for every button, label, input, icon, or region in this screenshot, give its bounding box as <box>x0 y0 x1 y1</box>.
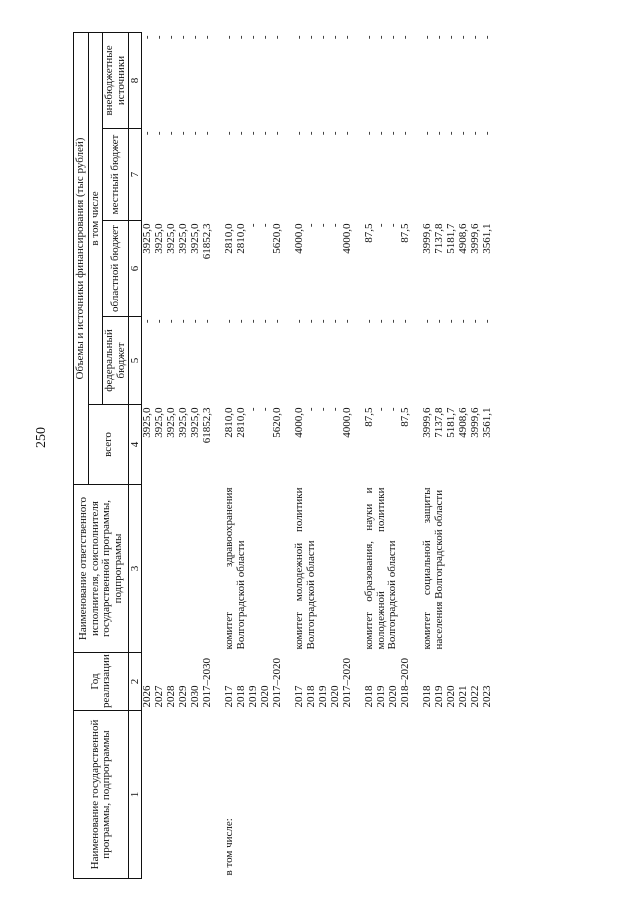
total-value: 87,5 <box>363 407 376 427</box>
extra-value: - <box>341 35 354 40</box>
header-federal: федеральный бюджет <box>103 317 129 405</box>
program-cell <box>294 711 354 879</box>
extra-list <box>364 32 412 128</box>
extra-value: - <box>293 35 306 40</box>
total-list <box>364 405 412 485</box>
local-value: - <box>189 131 202 136</box>
financing-table <box>73 32 494 879</box>
page-number: 250 <box>34 427 49 448</box>
extra-value: - <box>387 35 400 40</box>
table-row <box>364 32 412 878</box>
total-value: 3999,6 <box>421 407 434 438</box>
local-value: - <box>481 131 494 136</box>
regional-value: 61852,3 <box>201 223 214 260</box>
federal-value: - <box>201 319 214 324</box>
local-value: - <box>235 131 248 136</box>
federal-value: - <box>153 319 166 324</box>
extra-value: - <box>375 35 388 40</box>
header-year: Год реализации <box>74 653 129 711</box>
total-value: 4000,0 <box>293 407 306 438</box>
total-value: 5181,7 <box>445 407 458 438</box>
local-list <box>142 129 215 221</box>
header-including: в том числе <box>88 32 103 404</box>
regional-value: 3925,0 <box>189 223 202 254</box>
col-number: 8 <box>129 32 142 128</box>
col-number: 3 <box>129 485 142 653</box>
header-regional: областной бюджет <box>103 221 129 317</box>
total-value: 3925,0 <box>153 407 166 438</box>
regional-value: 3925,0 <box>153 223 166 254</box>
federal-value: - <box>375 319 388 324</box>
regional-value: 3561,1 <box>481 223 494 254</box>
total-value: 3925,0 <box>141 407 154 438</box>
total-value: 87,5 <box>399 407 412 427</box>
header-volumes: Объемы и источники финансирования (тыс рублей) <box>74 32 89 484</box>
local-list <box>294 129 354 221</box>
group-spacer <box>284 32 294 878</box>
year-list <box>364 653 412 711</box>
col-number: 4 <box>129 405 142 485</box>
header-program: Наименование государственной программы, подпрограммы <box>74 711 129 879</box>
federal-value: - <box>363 319 376 324</box>
total-list <box>422 405 494 485</box>
year-value: 2020 <box>259 685 272 708</box>
col-number: 6 <box>129 221 142 317</box>
year-value: 2019 <box>433 685 446 708</box>
federal-list <box>224 317 284 405</box>
year-value: 2026 <box>141 685 154 708</box>
table-body <box>142 32 495 878</box>
regional-value: 2810,0 <box>235 223 248 254</box>
extra-value: - <box>235 35 248 40</box>
regional-value: 87,5 <box>399 223 412 243</box>
local-list <box>422 129 494 221</box>
year-value: 2020 <box>445 685 458 708</box>
federal-value: - <box>259 319 272 324</box>
total-list <box>294 405 354 485</box>
federal-value: - <box>305 319 318 324</box>
federal-value: - <box>189 319 202 324</box>
executor-name: комитет молодежной политики Волгоградской области <box>293 487 317 650</box>
year-value: 2029 <box>177 685 190 708</box>
regional-value: 5181,7 <box>445 223 458 254</box>
total-value: 3925,0 <box>189 407 202 438</box>
local-value: - <box>421 131 434 136</box>
federal-value: - <box>293 319 306 324</box>
local-value: - <box>201 131 214 136</box>
total-value: 61852,3 <box>201 407 214 444</box>
year-value: 2018 <box>363 685 376 708</box>
col-number: 1 <box>129 711 142 879</box>
program-cell <box>422 711 494 879</box>
federal-list <box>422 317 494 405</box>
extra-value: - <box>165 35 178 40</box>
regional-value: 4000,0 <box>341 223 354 254</box>
total-value: 3561,1 <box>481 407 494 438</box>
year-list <box>294 653 354 711</box>
year-value: 2028 <box>165 685 178 708</box>
total-value: 3999,6 <box>469 407 482 438</box>
executor-name: комитет социальной защиты населения Волгоградской области <box>421 487 445 650</box>
federal-value: - <box>317 319 330 324</box>
col-number: 5 <box>129 317 142 405</box>
federal-value: - <box>469 319 482 324</box>
year-value: 2027 <box>153 685 166 708</box>
year-value: 2017–2030 <box>201 658 214 708</box>
local-value: - <box>363 131 376 136</box>
extra-list <box>294 32 354 128</box>
rotated-table-area <box>73 33 609 879</box>
group-spacer <box>412 32 422 878</box>
group-spacer <box>354 32 364 878</box>
year-list <box>142 653 215 711</box>
executor-name: комитет образования, науки и молодежной политики Волгоградской области <box>363 487 399 650</box>
regional-value: 3925,0 <box>165 223 178 254</box>
extra-value: - <box>457 35 470 40</box>
federal-value: - <box>177 319 190 324</box>
regional-value: 3999,6 <box>469 223 482 254</box>
year-list <box>422 653 494 711</box>
regional-value: 5620,0 <box>271 223 284 254</box>
federal-list <box>294 317 354 405</box>
total-value: 4908,6 <box>457 407 470 438</box>
table-row <box>422 32 494 878</box>
federal-value: - <box>141 319 154 324</box>
header-local: местный бюджет <box>103 129 129 221</box>
regional-value: 3999,6 <box>421 223 434 254</box>
federal-value: - <box>341 319 354 324</box>
year-value: 2020 <box>387 685 400 708</box>
total-value: - <box>387 407 400 412</box>
in-that-number-label: в том числе: <box>223 818 236 876</box>
regional-value: - <box>247 223 260 228</box>
year-value: 2020 <box>329 685 342 708</box>
header-total: всего <box>88 405 129 485</box>
table-row <box>294 32 354 878</box>
federal-value: - <box>399 319 412 324</box>
extra-list <box>142 32 215 128</box>
total-value: 7137,8 <box>433 407 446 438</box>
extra-value: - <box>317 35 330 40</box>
extra-value: - <box>271 35 284 40</box>
local-value: - <box>329 131 342 136</box>
federal-value: - <box>387 319 400 324</box>
local-value: - <box>387 131 400 136</box>
year-value: 2017 <box>293 685 306 708</box>
group-spacer <box>214 32 224 878</box>
regional-value: 3925,0 <box>177 223 190 254</box>
regional-list <box>142 221 215 317</box>
year-value: 2018 <box>305 685 318 708</box>
regional-list <box>294 221 354 317</box>
year-value: 2018 <box>421 685 434 708</box>
extra-value: - <box>177 35 190 40</box>
federal-value: - <box>445 319 458 324</box>
year-value: 2030 <box>189 685 202 708</box>
column-numbers-row <box>129 32 142 878</box>
total-value: 3925,0 <box>177 407 190 438</box>
federal-value: - <box>223 319 236 324</box>
federal-value: - <box>457 319 470 324</box>
regional-list <box>224 221 284 317</box>
extra-value: - <box>433 35 446 40</box>
regional-list <box>364 221 412 317</box>
extra-value: - <box>141 35 154 40</box>
extra-value: - <box>421 35 434 40</box>
local-value: - <box>433 131 446 136</box>
local-value: - <box>153 131 166 136</box>
local-value: - <box>247 131 260 136</box>
total-value: 5620,0 <box>271 407 284 438</box>
local-value: - <box>469 131 482 136</box>
year-list <box>224 653 284 711</box>
total-list <box>224 405 284 485</box>
regional-value: 3925,0 <box>141 223 154 254</box>
federal-value: - <box>481 319 494 324</box>
federal-value: - <box>271 319 284 324</box>
extra-value: - <box>329 35 342 40</box>
total-value: 2810,0 <box>223 407 236 438</box>
year-value: 2023 <box>481 685 494 708</box>
extra-value: - <box>399 35 412 40</box>
year-value: 2017 <box>223 685 236 708</box>
extra-value: - <box>305 35 318 40</box>
regional-value: - <box>317 223 330 228</box>
local-value: - <box>445 131 458 136</box>
extra-value: - <box>223 35 236 40</box>
year-value: 2017–2020 <box>341 658 354 708</box>
year-value: 2022 <box>469 685 482 708</box>
total-list <box>142 405 215 485</box>
year-value: 2018–2020 <box>399 658 412 708</box>
local-value: - <box>317 131 330 136</box>
total-value: - <box>375 407 388 412</box>
total-value: 3925,0 <box>165 407 178 438</box>
regional-value: 4908,6 <box>457 223 470 254</box>
extra-list <box>422 32 494 128</box>
federal-value: - <box>433 319 446 324</box>
federal-list <box>142 317 215 405</box>
total-value: 4000,0 <box>341 407 354 438</box>
local-value: - <box>165 131 178 136</box>
executor-name <box>142 485 215 653</box>
year-value: 2019 <box>247 685 260 708</box>
local-value: - <box>305 131 318 136</box>
total-value: - <box>247 407 260 412</box>
local-value: - <box>293 131 306 136</box>
extra-value: - <box>259 35 272 40</box>
local-value: - <box>223 131 236 136</box>
federal-value: - <box>235 319 248 324</box>
year-value: 2019 <box>375 685 388 708</box>
local-value: - <box>141 131 154 136</box>
local-list <box>364 129 412 221</box>
local-value: - <box>341 131 354 136</box>
federal-value: - <box>165 319 178 324</box>
total-value: - <box>317 407 330 412</box>
federal-list <box>364 317 412 405</box>
regional-value: 87,5 <box>363 223 376 243</box>
year-value: 2021 <box>457 685 470 708</box>
extra-value: - <box>481 35 494 40</box>
extra-value: - <box>247 35 260 40</box>
executor-name: комитет здравоохранения Волгоградской области <box>223 487 247 650</box>
extra-value: - <box>469 35 482 40</box>
total-value: - <box>305 407 318 412</box>
program-cell <box>142 711 215 879</box>
regional-list <box>422 221 494 317</box>
extra-value: - <box>201 35 214 40</box>
header-executor: Наименование ответственного исполнителя, соисполнителя государственной программы, подпрограммы <box>74 485 129 653</box>
regional-value: 7137,8 <box>433 223 446 254</box>
extra-value: - <box>363 35 376 40</box>
extra-list <box>224 32 284 128</box>
regional-value: - <box>375 223 388 228</box>
local-value: - <box>457 131 470 136</box>
table-row <box>142 32 215 878</box>
regional-value: 2810,0 <box>223 223 236 254</box>
program-cell <box>364 711 412 879</box>
regional-value: - <box>305 223 318 228</box>
local-list <box>224 129 284 221</box>
local-value: - <box>375 131 388 136</box>
local-value: - <box>399 131 412 136</box>
year-value: 2017–2020 <box>271 658 284 708</box>
regional-value: 4000,0 <box>293 223 306 254</box>
regional-value: - <box>329 223 342 228</box>
extra-value: - <box>153 35 166 40</box>
col-number: 2 <box>129 653 142 711</box>
federal-value: - <box>247 319 260 324</box>
regional-value: - <box>387 223 400 228</box>
extra-value: - <box>189 35 202 40</box>
federal-value: - <box>421 319 434 324</box>
total-value: - <box>329 407 342 412</box>
local-value: - <box>271 131 284 136</box>
table-row <box>224 32 284 878</box>
local-value: - <box>259 131 272 136</box>
federal-value: - <box>329 319 342 324</box>
header-extra: внебюджетные источники <box>103 32 129 128</box>
year-value: 2018 <box>235 685 248 708</box>
col-number: 7 <box>129 129 142 221</box>
year-value: 2019 <box>317 685 330 708</box>
total-value: 2810,0 <box>235 407 248 438</box>
regional-value: - <box>259 223 272 228</box>
total-value: - <box>259 407 272 412</box>
local-value: - <box>177 131 190 136</box>
extra-value: - <box>445 35 458 40</box>
